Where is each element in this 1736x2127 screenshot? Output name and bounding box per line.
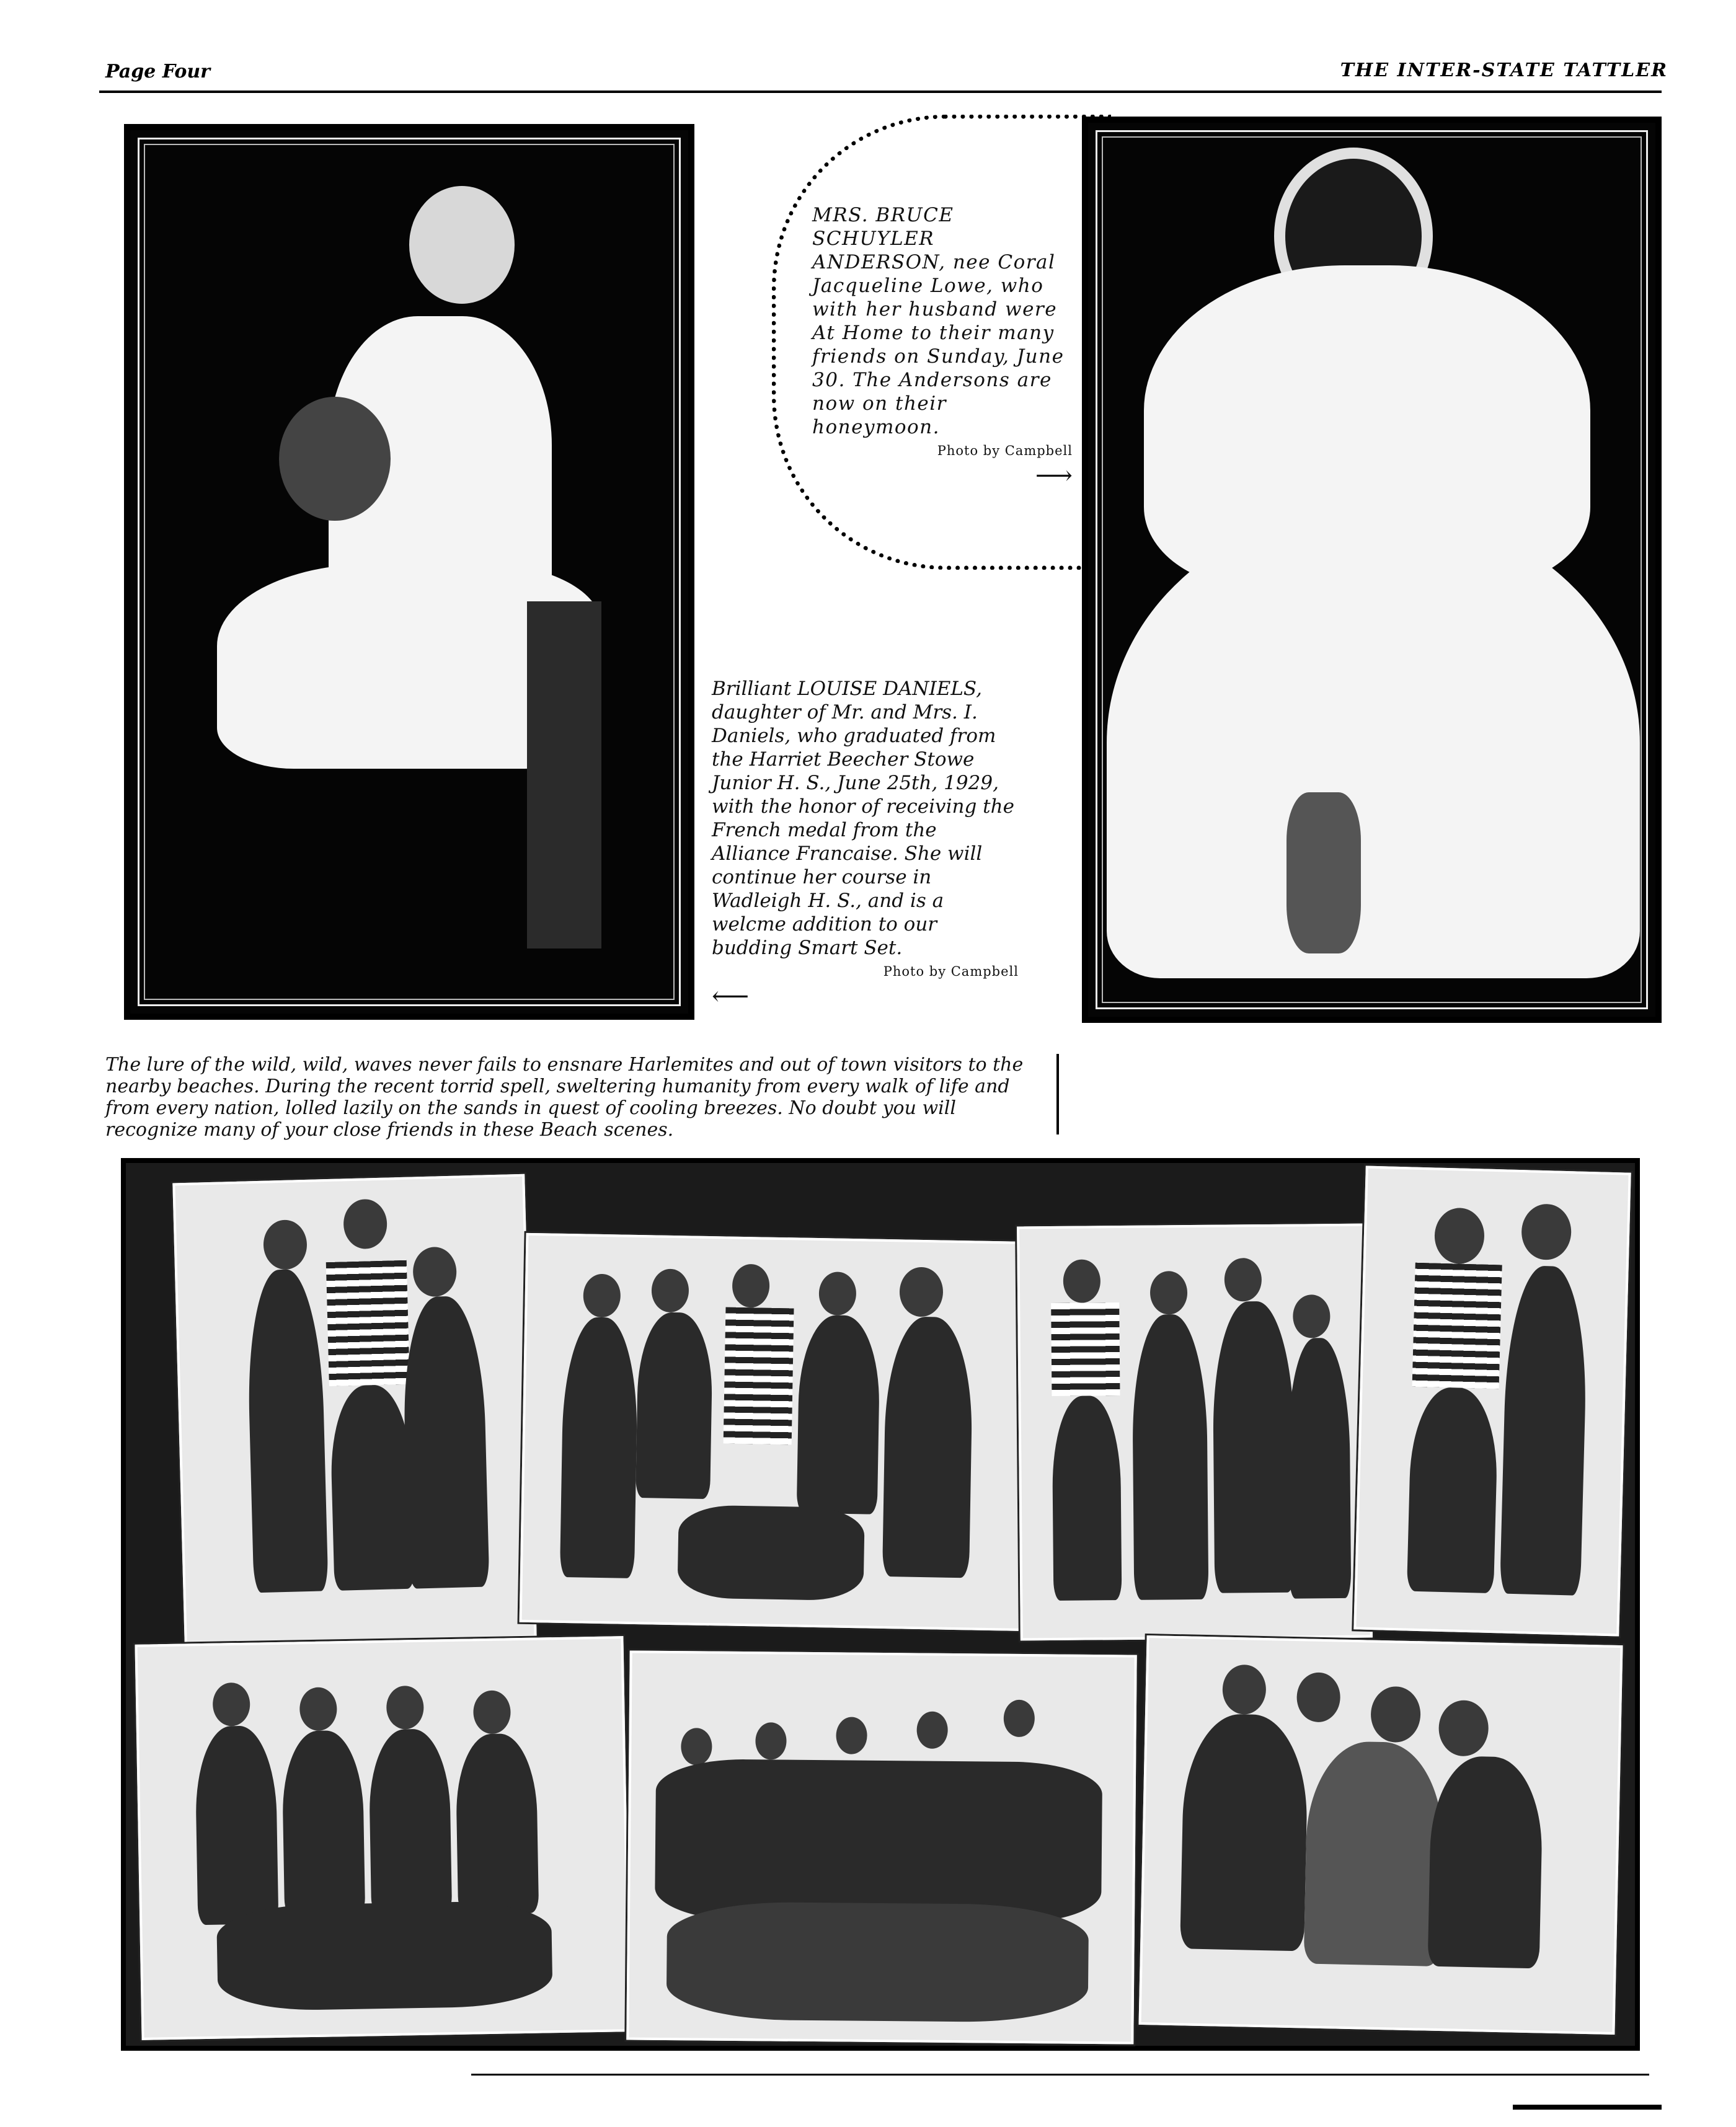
caption-daniels (712, 677, 1019, 1009)
caption-daniels-credit: Photo by Campbell (883, 964, 1019, 979)
caption-beach-text: The lure of the wild, wild, waves never fails to ensnare Harlemites and out of town visitors to the nearby beaches. During the recent torrid spell, sweltering humanity from every walk of life and from every nation, lolled lazily on the sands in quest of cooling breezes. No doubt you will recognize many of your close friends in these Beach scenes. (105, 1054, 1024, 1141)
page-number: Page Four (105, 61, 210, 82)
portrait-photo-daniels (124, 124, 694, 1020)
caption-anderson-text: MRS. BRUCE SCHUYLER ANDERSON, nee Coral Jacqueline Lowe, who with her husband were At Home to their many friends on Sunday, June 30. The Andersons are now on their honeymoon. (812, 204, 1065, 438)
bride-gown (1107, 507, 1640, 978)
masthead-title: THE INTER-STATE TATTLER (1340, 60, 1668, 81)
caption-anderson-credit: Photo by Campbell (937, 443, 1073, 458)
arrow-right-icon: ⟶ (1035, 460, 1073, 490)
portrait-photo-anderson (1082, 117, 1662, 1023)
portrait-flowers (279, 397, 391, 521)
beach-photo-4 (1353, 1166, 1631, 1637)
portrait-chair (527, 601, 601, 949)
beach-photo-6 (626, 1650, 1136, 2044)
portrait-head (409, 186, 515, 304)
header-rule (99, 91, 1662, 93)
caption-daniels-text: Brilliant LOUISE DANIELS, daughter of Mr. and Mrs. I. Daniels, who graduated from the Harriet Beecher Stowe Junior H. S., June 25th, 1929, with the honor of receiving the French medal from the Alliance Francaise. She will continue her course in Wadleigh H. S., and is a welcme addition to our budding Smart Set. (712, 678, 1014, 959)
footer-rule (471, 2074, 1649, 2076)
beach-photo-5 (135, 1636, 630, 2040)
beach-photo-1 (172, 1174, 536, 1647)
caption-beach (105, 1054, 1048, 1141)
beach-photo-3 (1017, 1224, 1373, 1641)
caption-anderson (812, 203, 1073, 489)
arrow-down-icon (1056, 1054, 1059, 1134)
beach-photo-7 (1139, 1635, 1623, 2035)
gown-shadow (1286, 792, 1361, 953)
arrow-left-icon: ⟵ (712, 981, 750, 1011)
footer-rule-2 (1513, 2105, 1662, 2110)
beach-photo-2 (520, 1233, 1040, 1631)
beach-collage (121, 1158, 1640, 2051)
